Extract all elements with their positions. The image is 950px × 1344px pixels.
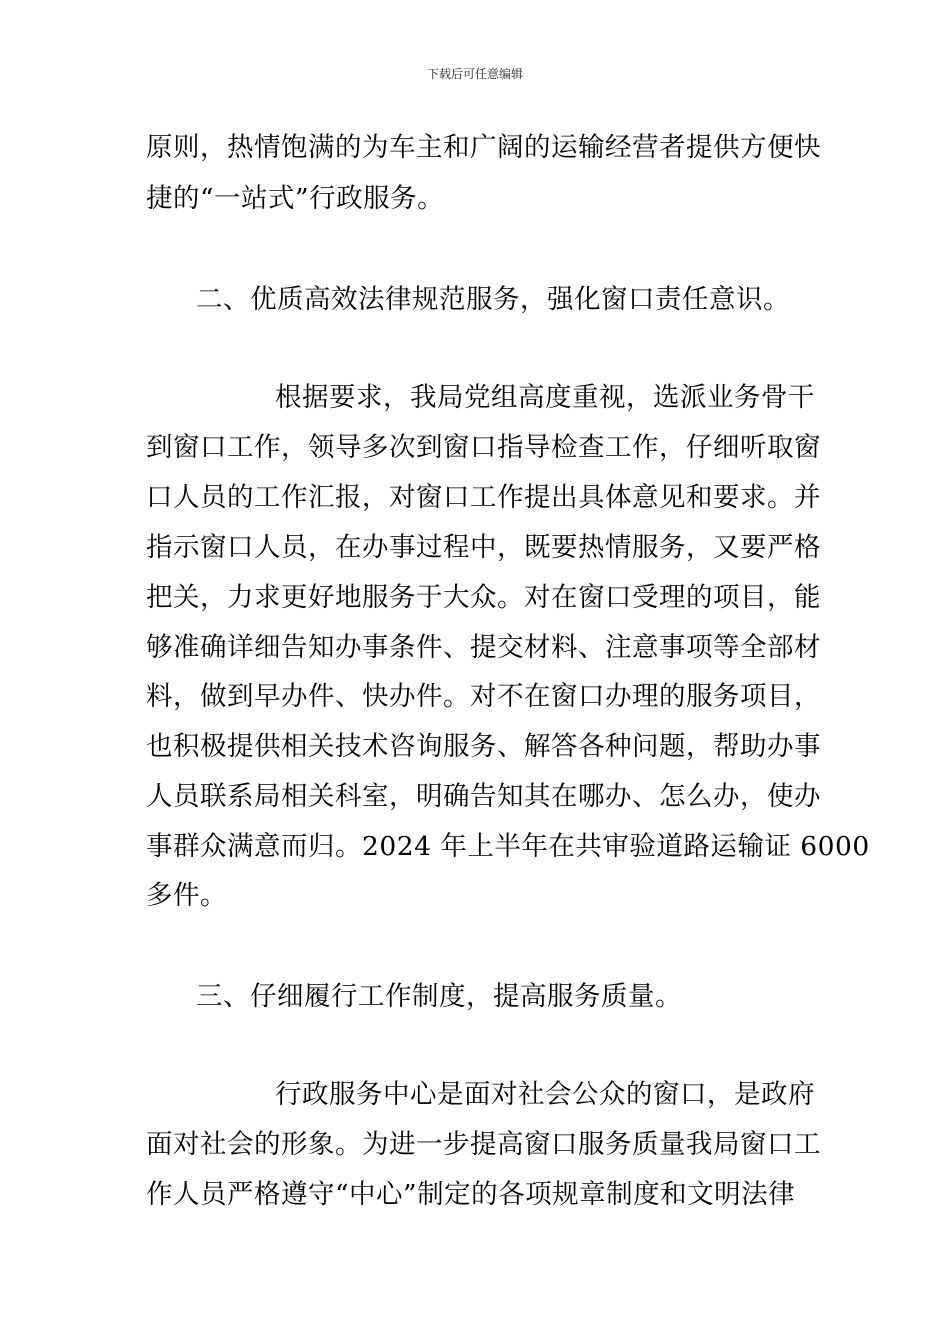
text-line: 料，做到早办件、快办件。对不在窗口办理的服务项目， xyxy=(146,681,821,712)
text-line: 人员联系局相关科室，明确告知其在哪办、怎么办，使办 xyxy=(146,781,821,812)
text-line: 事群众满意而归。2024 年上半年在共审验道路运输证 6000 xyxy=(146,831,870,862)
paragraph-first-line: 行政服务中心是面对社会公众的窗口，是政府 xyxy=(275,1079,815,1110)
text-line: 捷的“一站式”行政服务。 xyxy=(146,183,445,214)
text-line: 够准确详细告知办事条件、提交材料、注意事项等全部材 xyxy=(146,632,821,663)
page-header: 下载后可任意编辑 xyxy=(426,67,523,81)
text-line: 也积极提供相关技术咨询服务、解答各种问题，帮助办事 xyxy=(146,731,821,762)
text-line: 把关，力求更好地服务于大众。对在窗口受理的项目，能 xyxy=(146,582,821,613)
text-line: 多件。 xyxy=(146,880,227,911)
text-line: 原则，热情饱满的为车主和广阔的运输经营者提供方便快 xyxy=(146,132,821,163)
section-heading: 三、仔细履行工作制度，提高服务质量。 xyxy=(196,981,682,1012)
text-line: 面对社会的形象。为进一步提高窗口服务质量我局窗口工 xyxy=(146,1129,821,1160)
text-line: 口人员的工作汇报，对窗口工作提出具体意见和要求。并 xyxy=(146,482,821,513)
text-line: 指示窗口人员，在办事过程中，既要热情服务，又要严格 xyxy=(146,532,821,563)
text-line: 作人员严格遵守“中心”制定的各项规章制度和文明法律 xyxy=(146,1179,796,1210)
text-line: 到窗口工作，领导多次到窗口指导检查工作，仔细听取窗 xyxy=(146,432,821,463)
paragraph-first-line: 根据要求，我局党组高度重视，选派业务骨干 xyxy=(275,382,815,413)
section-heading: 二、优质高效法律规范服务，强化窗口责任意识。 xyxy=(196,284,790,315)
